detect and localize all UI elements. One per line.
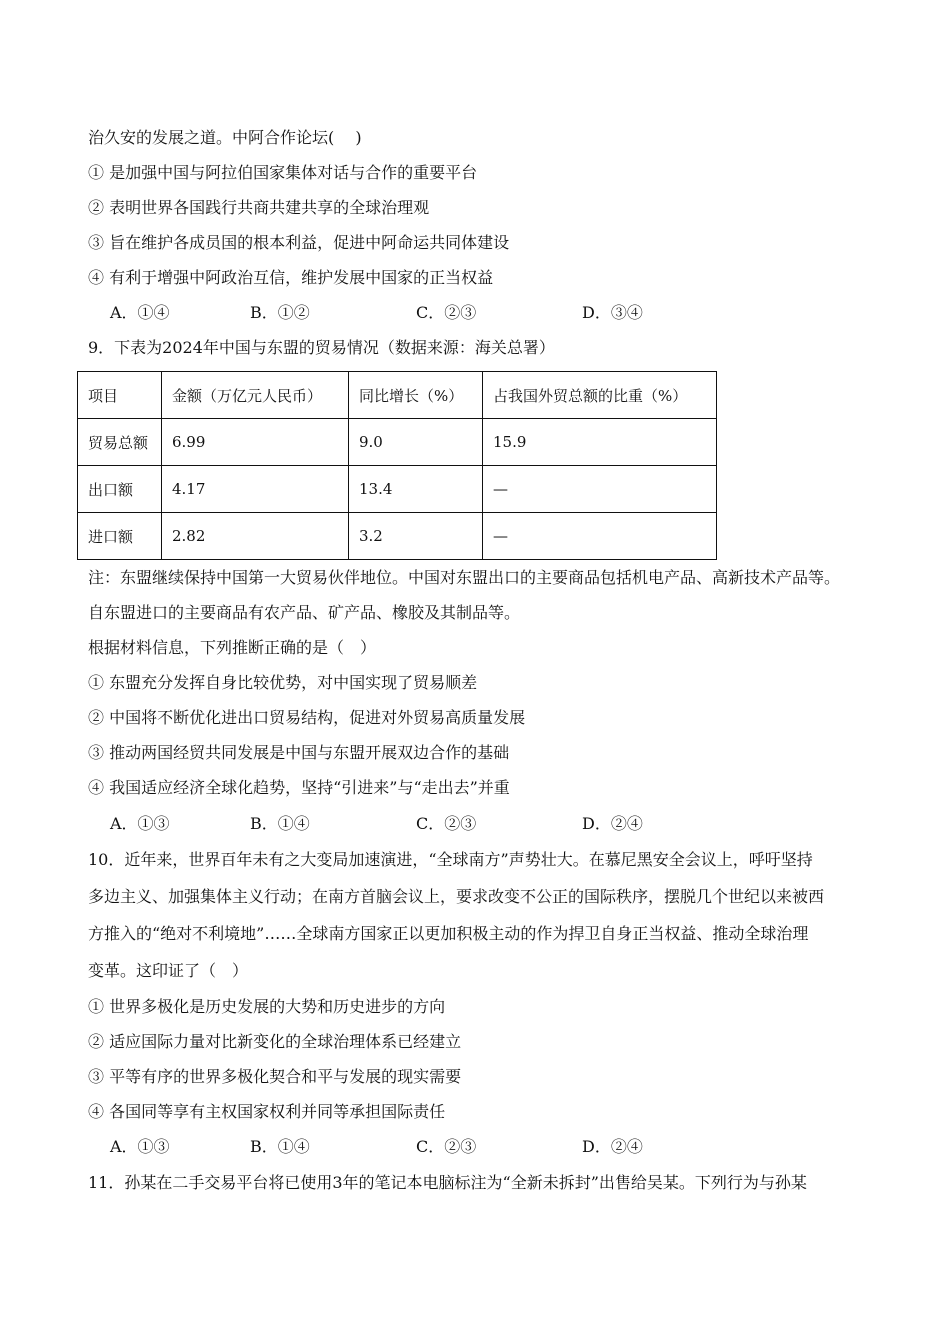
q9-statement-4: ④ 我国适应经济全球化趋势，坚持“引进来”与“走出去”并重 bbox=[88, 778, 510, 797]
q10-option-c[interactable]: C．②③ bbox=[416, 1137, 477, 1156]
q8-statement-1: ① 是加强中国与阿拉伯国家集体对话与合作的重要平台 bbox=[88, 163, 478, 182]
q9-option-a[interactable]: A．①③ bbox=[110, 814, 170, 833]
table-header-cell: 占我国外贸总额的比重（%） bbox=[483, 372, 717, 419]
q9-note-line-1: 注：东盟继续保持中国第一大贸易伙伴地位。中国对东盟出口的主要商品包括机电产品、高新技术产品等。 bbox=[88, 568, 841, 587]
q9-options bbox=[110, 813, 670, 835]
table-cell: 6.99 bbox=[162, 419, 349, 466]
table-cell: — bbox=[483, 466, 717, 513]
table-row bbox=[78, 513, 717, 560]
table-header-cell: 金额（万亿元人民币） bbox=[162, 372, 349, 419]
table-cell: 出口额 bbox=[78, 466, 162, 513]
q10-option-d[interactable]: D．②④ bbox=[582, 1137, 643, 1156]
table-cell: 3.2 bbox=[349, 513, 483, 560]
q9-question: 根据材料信息，下列推断正确的是（ ） bbox=[88, 638, 377, 657]
q10-options bbox=[110, 1136, 670, 1158]
table-cell: 贸易总额 bbox=[78, 419, 162, 466]
q9-statement-2: ② 中国将不断优化进出口贸易结构，促进对外贸易高质量发展 bbox=[88, 708, 526, 727]
table-header-cell: 同比增长（%） bbox=[349, 372, 483, 419]
q10-statement-2: ② 适应国际力量对比新变化的全球治理体系已经建立 bbox=[88, 1032, 462, 1051]
table-cell: 13.4 bbox=[349, 466, 483, 513]
q8-options bbox=[110, 302, 670, 324]
table-row bbox=[78, 419, 717, 466]
table-cell: 2.82 bbox=[162, 513, 349, 560]
q10-statement-3: ③ 平等有序的世界多极化契合和平与发展的现实需要 bbox=[88, 1067, 462, 1086]
table-header-cell: 项目 bbox=[78, 372, 162, 419]
q10-stem-line-2: 多边主义、加强集体主义行动；在南方首脑会议上，要求改变不公正的国际秩序，摆脱几个世纪以来被西 bbox=[88, 887, 825, 906]
q10-option-b[interactable]: B．①④ bbox=[250, 1137, 310, 1156]
q10-stem-line-1: 10．近年来，世界百年未有之大变局加速演进，“全球南方”声势壮大。在慕尼黑安全会议上，呼吁坚持 bbox=[88, 850, 813, 869]
table-cell: 9.0 bbox=[349, 419, 483, 466]
q9-statement-1: ① 东盟充分发挥自身比较优势，对中国实现了贸易顺差 bbox=[88, 673, 478, 692]
q8-statement-4: ④ 有利于增强中阿政治互信，维护发展中国家的正当权益 bbox=[88, 268, 494, 287]
q9-option-c[interactable]: C．②③ bbox=[416, 814, 477, 833]
q10-option-a[interactable]: A．①③ bbox=[110, 1137, 170, 1156]
table-row bbox=[78, 466, 717, 513]
q8-stem-tail: 治久安的发展之道。中阿合作论坛( ) bbox=[88, 128, 362, 147]
q10-statement-4: ④ 各国同等享有主权国家权利并同等承担国际责任 bbox=[88, 1102, 446, 1121]
q9-option-d[interactable]: D．②④ bbox=[582, 814, 643, 833]
q10-stem-line-3: 方推入的“绝对不利境地”……全球南方国家正以更加积极主动的作为捍卫自身正当权益、推动全球治理 bbox=[88, 924, 809, 943]
q9-option-b[interactable]: B．①④ bbox=[250, 814, 310, 833]
table-cell: 进口额 bbox=[78, 513, 162, 560]
q8-option-b[interactable]: B．①② bbox=[250, 303, 310, 322]
table-header-row bbox=[78, 372, 717, 419]
table-cell: 15.9 bbox=[483, 419, 717, 466]
q8-option-d[interactable]: D．③④ bbox=[582, 303, 643, 322]
table-cell: 4.17 bbox=[162, 466, 349, 513]
q8-statement-3: ③ 旨在维护各成员国的根本利益，促进中阿命运共同体建设 bbox=[88, 233, 510, 252]
table-cell: — bbox=[483, 513, 717, 560]
q11-stem-line: 11．孙某在二手交易平台将已使用3年的笔记本电脑标注为“全新未拆封”出售给吴某。下列行为与孙某 bbox=[88, 1173, 807, 1192]
q8-option-c[interactable]: C．②③ bbox=[416, 303, 477, 322]
q9-note-line-2: 自东盟进口的主要商品有农产品、矿产品、橡胶及其制品等。 bbox=[88, 603, 521, 622]
q8-option-a[interactable]: A．①④ bbox=[110, 303, 170, 322]
q8-statement-2: ② 表明世界各国践行共商共建共享的全球治理观 bbox=[88, 198, 430, 217]
q9-statement-3: ③ 推动两国经贸共同发展是中国与东盟开展双边合作的基础 bbox=[88, 743, 510, 762]
q9-title: 9．下表为2024年中国与东盟的贸易情况（数据来源：海关总署） bbox=[88, 338, 555, 357]
q10-stem-line-4: 变革。这印证了（ ） bbox=[88, 961, 249, 980]
trade-table bbox=[77, 371, 717, 560]
q10-statement-1: ① 世界多极化是历史发展的大势和历史进步的方向 bbox=[88, 997, 446, 1016]
